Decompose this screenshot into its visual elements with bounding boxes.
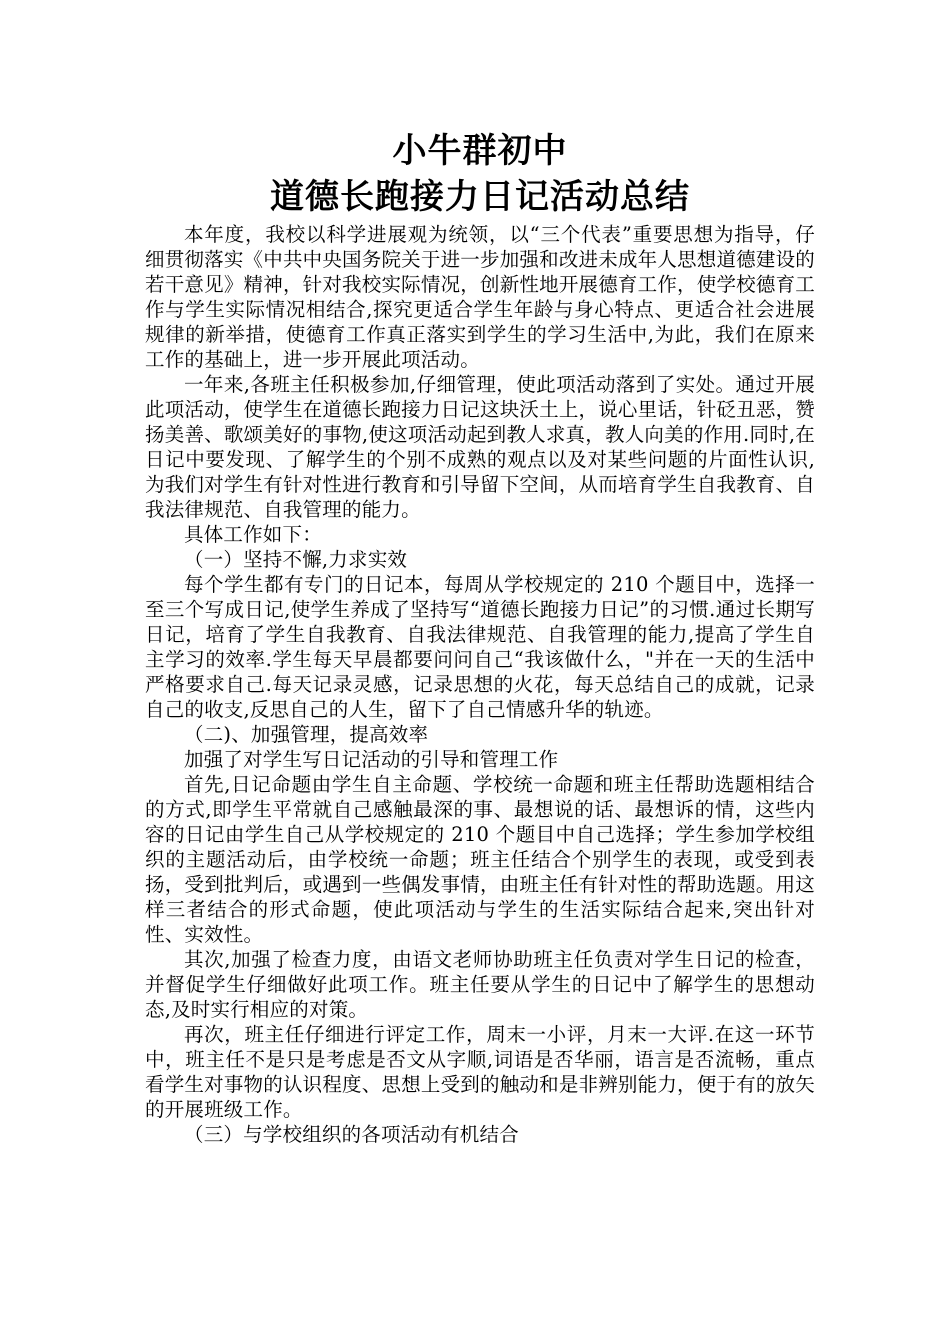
section-heading-3: （三）与学校组织的各项活动有机结合 <box>184 1123 519 1146</box>
paragraph-management: 加强了对学生写日记活动的引导和管理工作 <box>184 748 559 771</box>
document-title-subject: 道德长跑接力日记活动总结 <box>270 177 690 217</box>
paragraph-section-1: 每个学生都有专门的日记本，每周从学校规定的 210 个题目中，选择一至三个写成日记,使学生养成了坚持写“道德长跑接力日记”的习惯.通过长期写日记，培育了学生自我教育、自我法律规范、自我管理的能力,提高了学生自主学习的效率.学生每天早晨都要问问自己“我该做什么，"并在一天的生活中严格要求自己.每天记录灵感，记录思想的火花，每天总结自己的成就，记录自己的收支,反思自己的人生，留下了自己情感升华的轨迹。 <box>145 573 815 721</box>
paragraph-intro: 本年度，我校以科学进展观为统领，以“三个代表”重要思想为指导，仔细贯彻落实《中共中央国务院关于进一步加强和改进未成年人思想道德建设的若干意见》精神，针对我校实际情况，创新性地开展德育工作，使学校德育工作与学生实际情况相结合,探究更适合学生年龄与身心特点、更适合社会进展规律的新举措，使德育工作真正落实到学生的学习生活中,为此，我们在原来工作的基础上，进一步开展此项活动。 <box>145 223 815 371</box>
paragraph-work-intro: 具体工作如下： <box>184 523 322 546</box>
paragraph-year-review: 一年来,各班主任积极参加,仔细管理，使此项活动落到了实处。通过开展此项活动，使学生在道德长跑接力日记这块沃土上，说心里话，针砭丑恶，赞扬美善、歌颂美好的事物,使这项活动起到教人求真，教人向美的作用.同时,在日记中要发现、了解学生的个别不成熟的观点以及对某些问题的片面性认识,为我们对学生有针对性进行教育和引导留下空间，从而培育学生自我教育、自我法律规范、自我管理的能力。 <box>145 373 815 521</box>
section-heading-2: （二)、加强管理，提高效率 <box>184 723 429 746</box>
paragraph-second: 其次,加强了检查力度，由语文老师协助班主任负责对学生日记的检查，并督促学生仔细做好此项工作。班主任要从学生的日记中了解学生的思想动态,及时实行相应的对策。 <box>145 948 815 1021</box>
paragraph-third: 再次，班主任仔细进行评定工作，周末一小评，月末一大评.在这一环节中，班主任不是只是考虑是否文从字顺,词语是否华丽，语言是否流畅，重点看学生对事物的认识程度、思想上受到的触动和是非辨别能力，便于有的放矢的开展班级工作。 <box>145 1023 815 1121</box>
document-title-school: 小牛群初中 <box>392 131 568 171</box>
document-page <box>145 128 815 1147</box>
paragraph-first: 首先,日记命题由学生自主命题、学校统一命题和班主任帮助选题相结合的方式,即学生平常就自己感触最深的事、最想说的话、最想诉的情，这些内容的日记由学生自己从学校规定的 210 个题目中自己选择；学生参加学校组织的主题活动后，由学校统一命题；班主任结合个别学生的表现，或受到表扬，受到批判后，或遇到一些偶发事情，由班主任有针对性的帮助选题。用这样三者结合的形式命题，使此项活动与学生的生活实际结合起来,突出针对性、实效性。 <box>145 773 815 946</box>
section-heading-1: （一）坚持不懈,力求实效 <box>184 548 408 571</box>
